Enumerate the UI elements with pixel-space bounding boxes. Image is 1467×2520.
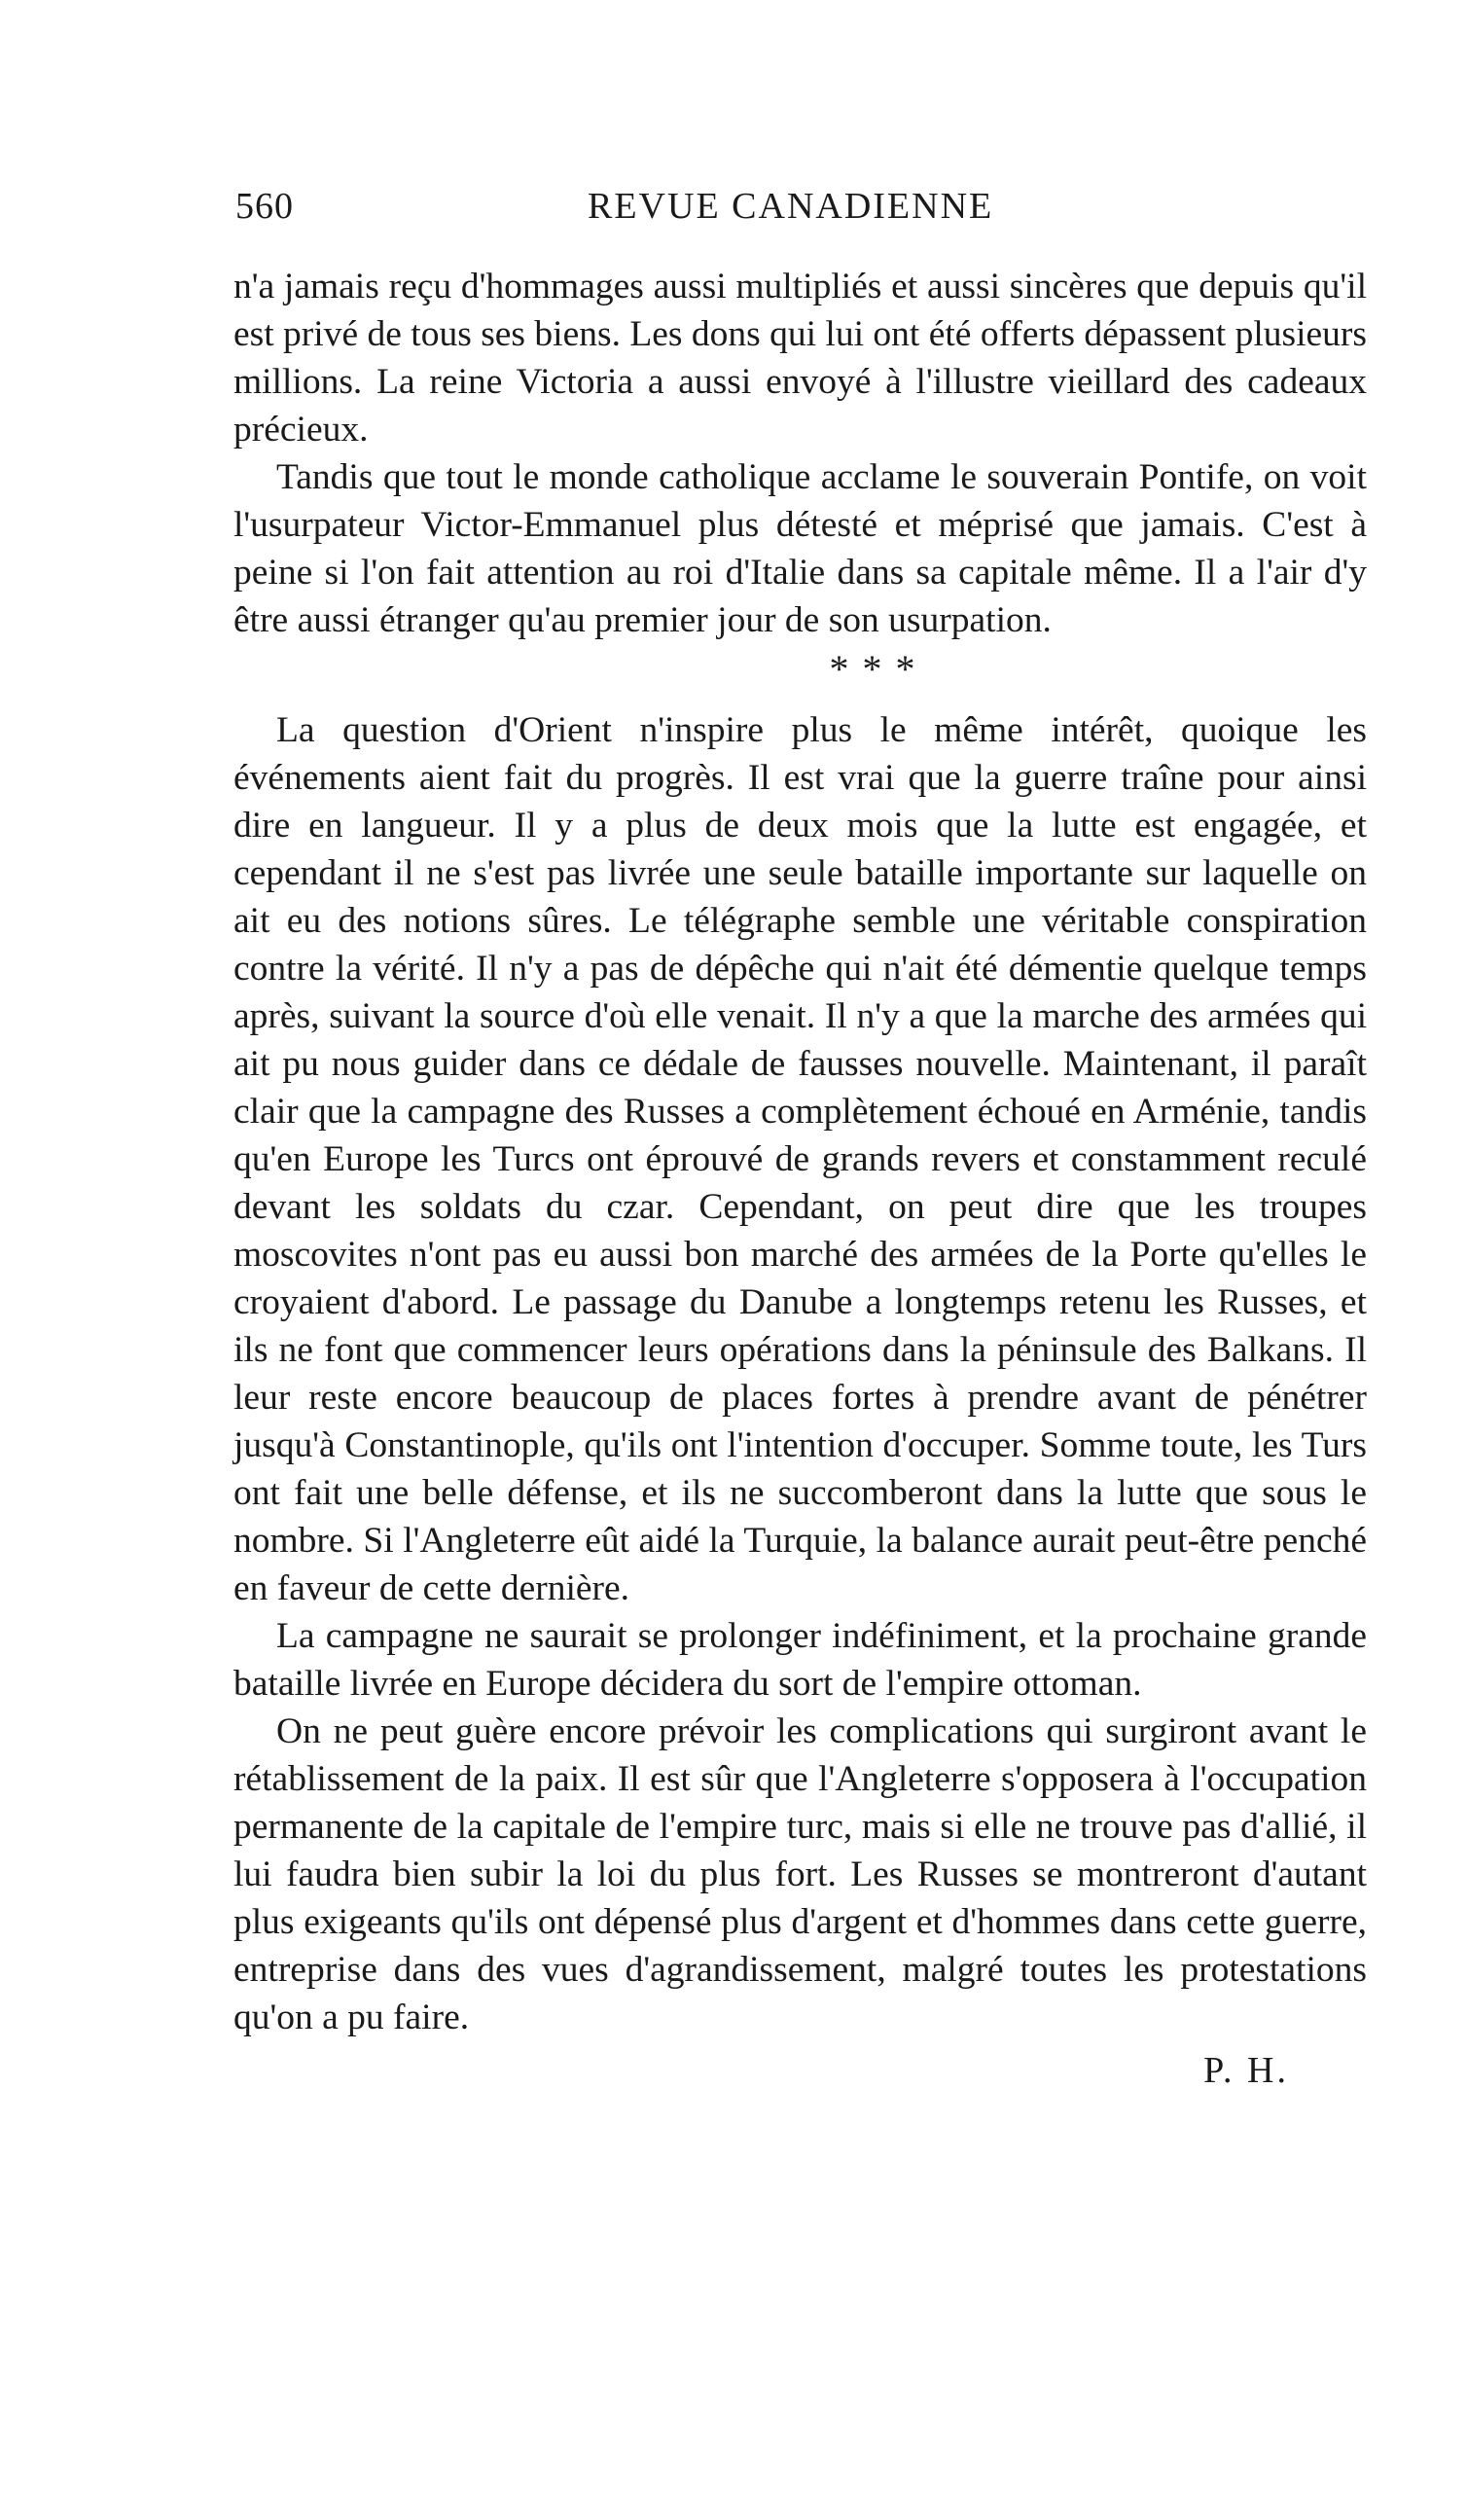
paragraph: n'a jamais reçu d'hommages aussi multipliés et aussi sincères que depuis qu'il est privé de tous ses biens. Les dons qui lui ont été offerts dépassent plusieurs millions. La reine Victoria a aussi envoyé à l'illustre vieillard des cadeaux précieux. [233, 267, 1367, 450]
section-separator: * * * [829, 647, 917, 691]
page-number: 560 [235, 186, 294, 227]
author-signature: P. H. [1203, 2050, 1289, 2091]
paragraph: La campagne ne saurait se prolonger indéfiniment, et la prochaine grande bataille livrée en Europe décidera du sort de l'empire ottoman. [233, 1616, 1367, 1704]
paragraph: Tandis que tout le monde catholique acclame le souverain Pontife, on voit l'usurpateur Victor-Emmanuel plus détesté et méprisé que jamais. C'est à peine si l'on fait attention au roi d'Italie dans sa capitale même. Il a l'air d'y être aussi étranger qu'au premier jour de son usurpation. [233, 457, 1367, 640]
running-title: REVUE CANADIENNE [588, 186, 994, 227]
page-header [235, 185, 1043, 243]
paragraph: On ne peut guère encore prévoir les complications qui surgiront avant le rétablissement de la paix. Il est sûr que l'Angleterre s'opposera à l'occupation permanente de la capitale de l'empire turc, mais si elle ne trouve pas d'allié, il lui faudra bien subir la loi du plus fort. Les Russes se montreront d'autant plus exigeants qu'ils ont dépensé plus d'argent et d'hommes dans cette guerre, entreprise dans des vues d'agrandissement, malgré toutes les protestations qu'on a pu faire. [233, 1711, 1367, 2037]
article-body [233, 263, 1367, 2095]
paragraph: La question d'Orient n'inspire plus le même intérêt, quoique les événements aient fait du progrès. Il est vrai que la guerre traîne pour ainsi dire en langueur. Il y a plus de deux mois que la lutte est engagée, et cependant il ne s'est pas livrée une seule bataille importante sur laquelle on ait eu des notions sûres. Le télégraphe semble une véritable conspiration contre la vérité. Il n'y a pas de dépêche qui n'ait été démentie quelque temps après, suivant la source d'où elle venait. Il n'y a que la marche des armées qui ait pu nous guider dans ce dédale de fausses nouvelle. Maintenant, il paraît clair que la campagne des Russes a complètement échoué en Arménie, tandis qu'en Europe les Turcs ont éprouvé de grands revers et constamment reculé devant les soldats du czar. Cependant, on peut dire que les troupes moscovites n'ont pas eu aussi bon marché des armées de la Porte qu'elles le croyaient d'abord. Le passage du Danube a longtemps retenu les Russes, et ils ne font que commencer leurs opérations dans la péninsule des Balkans. Il leur reste encore beaucoup de places fortes à prendre avant de pénétrer jusqu'à Constantinople, qu'ils ont l'intention d'occuper. Somme toute, les Turs ont fait une belle défense, et ils ne succomberont dans la lutte que sous le nombre. Si l'Angleterre eût aidé la Turquie, la balance aurait peut-être penché en faveur de cette dernière. [233, 710, 1367, 1608]
